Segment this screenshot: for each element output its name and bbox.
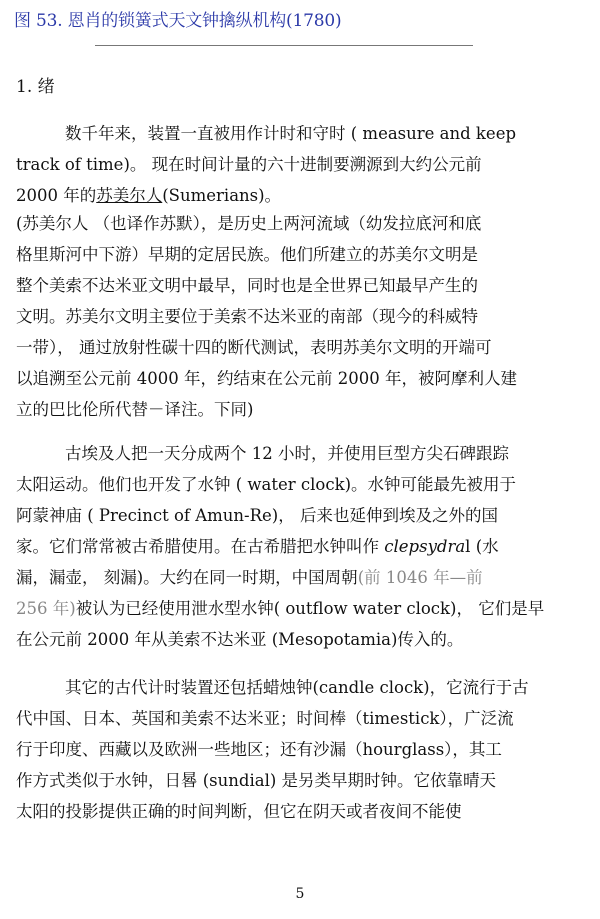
figure-caption: 图 53. 恩肖的锁簧式天文钟擒纵机构(1780) bbox=[14, 11, 342, 31]
text-line: 太阳的投影提供正确的时间判断，但它在阴天或者夜间不能使 bbox=[16, 802, 462, 821]
divider-rule bbox=[95, 45, 473, 46]
translator-note bbox=[16, 208, 590, 425]
text-line: 作方式类似于水钟，日晷 (sundial) 是另类早期时钟。它依靠晴天 bbox=[16, 771, 497, 790]
text-line bbox=[16, 593, 590, 624]
sumerians-link[interactable]: 苏美尔人 bbox=[96, 186, 163, 205]
text-line: 太阳运动。他们也开发了水钟 ( water clock)。水钟可能最先被用于 bbox=[16, 475, 517, 494]
text-line bbox=[16, 562, 590, 593]
text-span: l (水 bbox=[465, 537, 499, 556]
text-line: 格里斯河中下游）早期的定居民族。他们所建立的苏美尔文明是 bbox=[16, 245, 478, 264]
text-line: 立的巴比伦所代替－译注。下同) bbox=[16, 400, 254, 419]
text-line: 古埃及人把一天分成两个 12 小时，并使用巨型方尖石碑跟踪 bbox=[65, 444, 509, 463]
text-line: 在公元前 2000 年从美索不达米亚 (Mesopotamia)传入的。 bbox=[16, 630, 464, 649]
text-line: 行于印度、西藏以及欧洲一些地区；还有沙漏（hourglass），其工 bbox=[16, 740, 502, 759]
page-number: 5 bbox=[295, 886, 305, 902]
text-line: 以追溯至公元前 4000 年，约结束在公元前 2000 年，被阿摩利人建 bbox=[16, 369, 517, 388]
text-line: 一带）， 通过放射性碳十四的断代测试，表明苏美尔文明的开端可 bbox=[16, 338, 492, 357]
zhou-dates: (前 1046 年—前 bbox=[357, 568, 483, 587]
text-line: 数千年来，装置一直被用作计时和守时 ( measure and keep bbox=[65, 124, 517, 143]
text-line bbox=[16, 531, 590, 562]
text-line: 文明。苏美尔文明主要位于美索不达米亚的南部（现今的科威特 bbox=[16, 307, 478, 326]
paragraph-intro bbox=[16, 118, 590, 211]
text-line: 其它的古代计时装置还包括蜡烛钟(candle clock)，它流行于古 bbox=[65, 678, 529, 697]
text-span: 2000 年的 bbox=[16, 186, 97, 205]
text-line: 整个美索不达米亚文明中最早，同时也是全世界已知最早产生的 bbox=[16, 276, 478, 295]
text-line bbox=[16, 180, 590, 211]
text-line: (苏美尔人 （也译作苏默），是历史上两河流域（幼发拉底河和底 bbox=[16, 214, 482, 233]
text-line: track of time)。 现在时间计量的六十进制要溯源到大约公元前 bbox=[16, 155, 482, 174]
paragraph-egypt bbox=[16, 438, 590, 655]
text-line: 代中国、日本、英国和美索不达米亚；时间棒（timestick），广泛流 bbox=[16, 709, 514, 728]
section-heading: 1. 绪 bbox=[16, 77, 55, 97]
text-line: 阿蒙神庙 ( Precinct of Amun-Re)， 后来也延伸到埃及之外的国 bbox=[16, 506, 498, 525]
text-span: 漏，漏壶， 刻漏)。大约在同一时期，中国周朝 bbox=[16, 568, 358, 587]
zhou-dates-end: 256 年) bbox=[16, 599, 76, 618]
clepsydra-term: clepsydra bbox=[384, 537, 466, 556]
text-span: 家。它们常常被古希腊使用。在古希腊把水钟叫作 bbox=[16, 537, 385, 556]
text-span: (Sumerians)。 bbox=[162, 186, 282, 205]
paragraph-other-clocks bbox=[16, 672, 590, 827]
text-span: 被认为已经使用泄水型水钟( outflow water clock)， 它们是早 bbox=[75, 599, 545, 618]
